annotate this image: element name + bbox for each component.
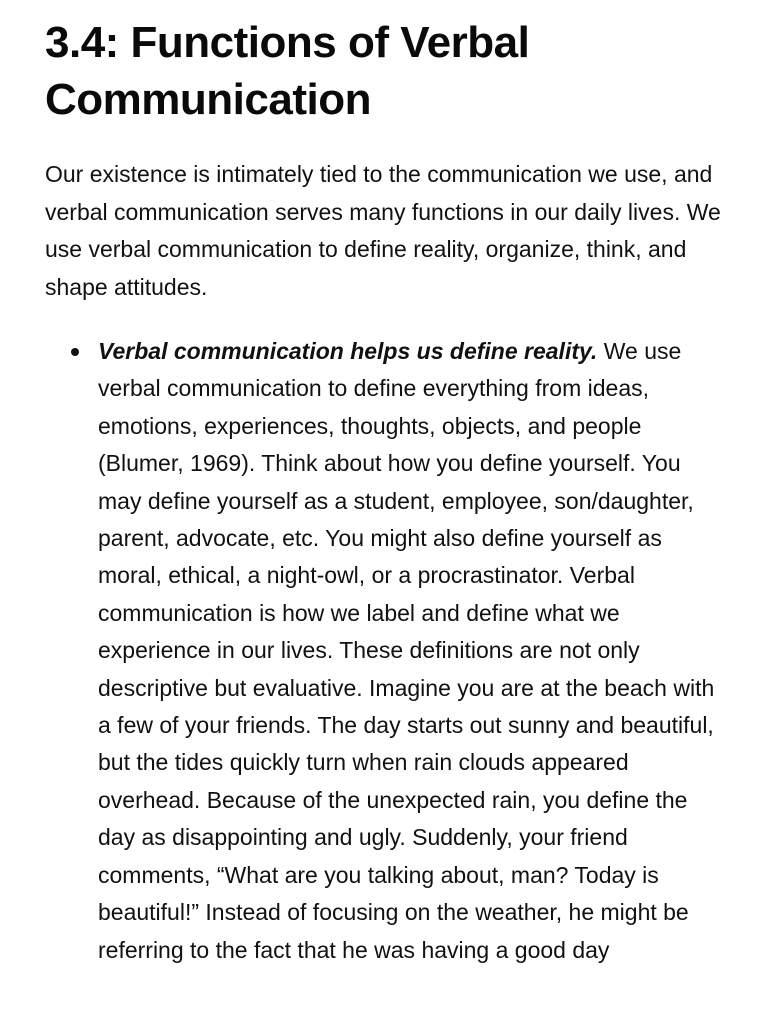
bullet-body-text: We use verbal communication to define everything from ideas, emotions, experiences, thoughts, objects, and people (Blumer, 1969). Think about how you define yourself. You may define yourself as a student, employee, son/daughter, parent, advocate, etc. You might also define yourself as moral, ethical, a night-owl, or a procrastinator. Verbal communication is how we label and define what we experience in our lives. These definitions are not only descriptive but evaluative. Imagine you are at the beach with a few of your friends. The day starts out sunny and beautiful, but the tides quickly turn when rain clouds appeared overhead. Because of the unexpected rain, you define the day as disappointing and ugly. Suddenly, your friend comments, “What are you talking about, man? Today is beautiful!” Instead of focusing on the weather, he might be referring to the fact that he was having a good day xyxy=(98,338,715,963)
bullet-list xyxy=(45,333,735,969)
page-title: 3.4: Functions of Verbal Communication xyxy=(45,18,530,124)
article xyxy=(45,14,735,969)
intro-paragraph: Our existence is intimately tied to the communication we use, and verbal communication serves many functions in our daily lives. We use verbal communication to define reality, organize, think, and shape attitudes. xyxy=(45,161,721,300)
bullet-lead-text: Verbal communication helps us define reality. xyxy=(98,338,598,364)
bullet-dot-icon xyxy=(71,348,79,356)
bullet-item xyxy=(45,333,728,969)
